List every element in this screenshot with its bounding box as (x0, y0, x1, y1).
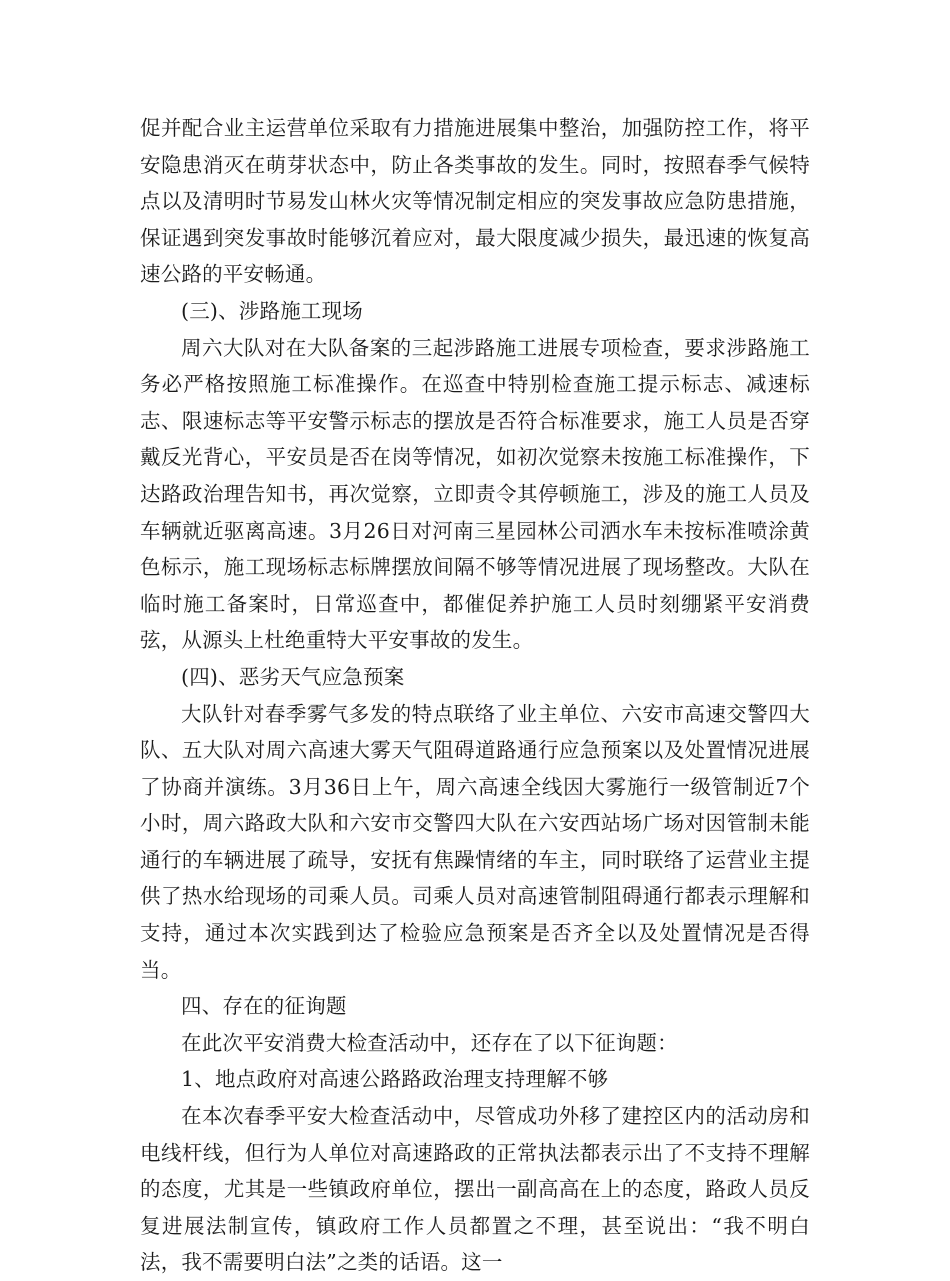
paragraph-weather-plan: 大队针对春季雾气多发的特点联络了业主单位、六安市高速交警四大队、五大队对周六高速大雾天气阻碍道路通行应急预案以及处置情况进展了协商并演练。3月36日上午，周六高速全线因大雾施行一级管制近7个小时，周六路政大队和六安市交警四大队在六安西站场广场对因管制未能通行的车辆进展了疏导，安抚有焦躁情绪的车主，同时联络了运营业主提供了热水给现场的司乘人员。司乘人员对高速管制阻碍通行都表示理解和支持，通过本次实践到达了检验应急预案是否齐全以及处置情况是否得当。 (140, 701, 810, 982)
paragraph-problems-intro: 在此次平安消费大检查活动中，还存在了以下征询题： (181, 1030, 678, 1055)
paragraph-continuation: 促并配合业主运营单位采取有力措施进展集中整治，加强防控工作，将平安隐患消灭在萌芽状态中，防止各类事故的发生。同时，按照春季气候特点以及清明时节易发山林火灾等情况制定相应的突发事故应急防患措施，保证遇到突发事故时能够沉着应对，最大限度减少损失，最迅速的恢复高速公路的平安畅通。 (140, 116, 810, 287)
document-body (140, 110, 810, 1281)
section-heading-problems: 四、存在的征询题 (181, 994, 347, 1019)
paragraph-government-support: 在本次春季平安大检查活动中，尽管成功外移了建控区内的活动房和电线杆线，但行为人单位对高速路政的正常执法都表示出了不支持不理解的态度，尤其是一些镇政府单位，摆出一副高高在上的态度，路政人员反复进展法制宣传，镇政府工作人员都置之不理，甚至说出：“我不明白法，我不需要明白法”之类的话语。这一 (140, 1104, 810, 1275)
section-heading-weather-plan: (四)、恶劣天气应急预案 (181, 664, 405, 689)
paragraph-construction-inspection: 周六大队对在大队备案的三起涉路施工进展专项检查，要求涉路施工务必严格按照施工标准操作。在巡查中特别检查施工提示标志、减速标志、限速标志等平安警示标志的摆放是否符合标准要求，施工人员是否穿戴反光背心，平安员是否在岗等情况，如初次觉察未按施工标准操作，下达路政治理告知书，再次觉察，立即责令其停顿施工，涉及的施工人员及车辆就近驱离高速。3月26日对河南三星园林公司洒水车未按标准喷涂黄色标示，施工现场标志标牌摆放间隔不够等情况进展了现场整改。大队在临时施工备案时，日常巡查中，都催促养护施工人员时刻绷紧平安消费弦，从源头上杜绝重特大平安事故的发生。 (140, 335, 810, 653)
section-heading-construction-site: (三)、涉路施工现场 (181, 298, 363, 323)
subheading-government-support: 1、地点政府对高速公路路政治理支持理解不够 (181, 1067, 609, 1092)
